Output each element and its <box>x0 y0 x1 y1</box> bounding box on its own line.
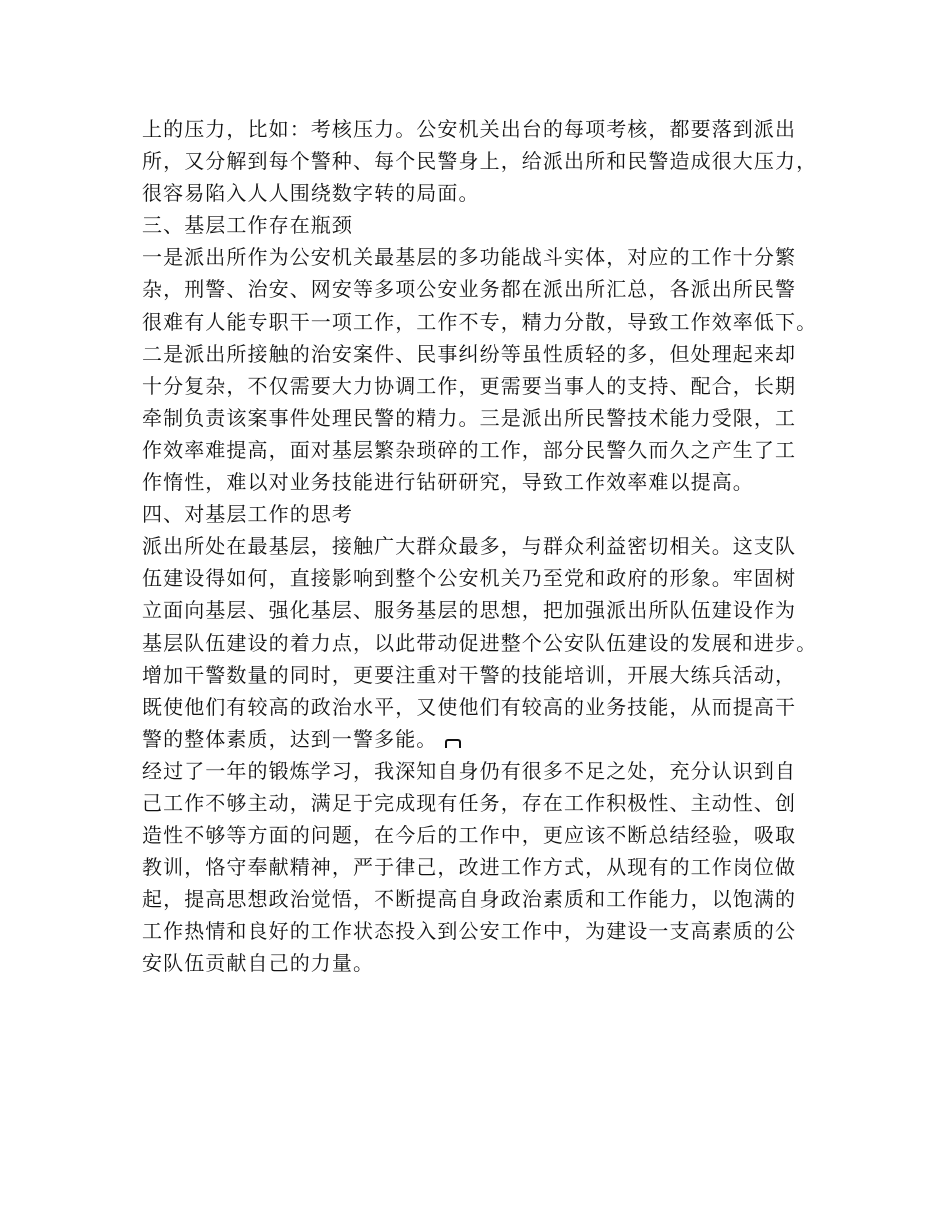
text-line: 上的压力，比如：考核压力。公安机关出台的每项考核，都要落到派出 <box>142 117 797 141</box>
text-line: 二是派出所接触的治安案件、民事纠纷等虽性质轻的多，但处理起来却 <box>142 341 797 366</box>
text-line-content: 警的整体素质，达到一警多能。 <box>142 726 438 751</box>
text-line: 杂，刑警、治安、网安等多项公安业务都在派出所汇总，各派出所民警 <box>142 277 797 302</box>
text-line: 派出所处在最基层，接触广大群众最多，与群众利益密切相关。这支队 <box>142 534 797 559</box>
text-line: 教训，恪守奉献精神，严于律己，改进工作方式，从现有的工作岗位做 <box>142 855 797 880</box>
text-line: 经过了一年的锻炼学习，我深知自身仍有很多不足之处，充分认识到自 <box>142 758 797 783</box>
text-line: 基层队伍建设的着力点，以此带动促进整个公安队伍建设的发展和进步。 <box>142 630 818 655</box>
text-line <box>142 723 832 755</box>
document-body <box>142 113 832 980</box>
text-line: 立面向基层、强化基层、服务基层的思想，把加强派出所队伍建设作为 <box>142 598 797 623</box>
paragraph-conclusion <box>142 755 832 980</box>
text-line: 一是派出所作为公安机关最基层的多功能战斗实体，对应的工作十分繁 <box>142 245 797 270</box>
text-line: 既使他们有较高的政治水平，又使他们有较高的业务技能，从而提高干 <box>142 694 797 719</box>
section-heading-3: 三、基层工作存在瓶颈 <box>142 213 353 238</box>
text-line: 工作热情和良好的工作状态投入到公安工作中，为建设一支高素质的公 <box>142 919 797 944</box>
paragraph-pressure-continued <box>142 113 832 209</box>
text-line: 起，提高思想政治觉悟，不断提高自身政治素质和工作能力，以饱满的 <box>142 887 797 912</box>
paragraph-reflection <box>142 530 832 755</box>
text-line: 安队伍贡献自己的力量。 <box>142 951 375 976</box>
paragraph-bottlenecks <box>142 241 832 498</box>
text-line: 很难有人能专职干一项工作，工作不专，精力分散，导致工作效率低下。 <box>142 309 818 334</box>
text-line: 牵制负责该案事件处理民警的精力。三是派出所民警技术能力受限，工 <box>142 405 797 430</box>
text-line: 很容易陷入人人围绕数字转的局面。 <box>142 181 480 206</box>
text-line: 十分复杂，不仅需要大力协调工作，更需要当事人的支持、配合，长期 <box>142 373 797 398</box>
text-line: 作惰性，难以对业务技能进行钻研研究，导致工作效率难以提高。 <box>142 470 754 495</box>
text-line: 作效率难提高，面对基层繁杂琐碎的工作，部分民警久而久之产生了工 <box>142 437 797 462</box>
text-line: 造性不够等方面的问题，在今后的工作中，更应该不断总结经验，吸取 <box>142 823 797 848</box>
text-line: 伍建设得如何，直接影响到整个公安机关乃至党和政府的形象。牢固树 <box>142 566 797 591</box>
paragraph-mark-icon <box>445 739 461 748</box>
text-line: 增加干警数量的同时，更要注重对干警的技能培训，开展大练兵活动， <box>142 662 797 687</box>
text-line: 所，又分解到每个警种、每个民警身上，给派出所和民警造成很大压力， <box>142 149 818 174</box>
text-line: 己工作不够主动，满足于完成现有任务，存在工作积极性、主动性、创 <box>142 790 797 815</box>
section-heading-4: 四、对基层工作的思考 <box>142 502 353 527</box>
